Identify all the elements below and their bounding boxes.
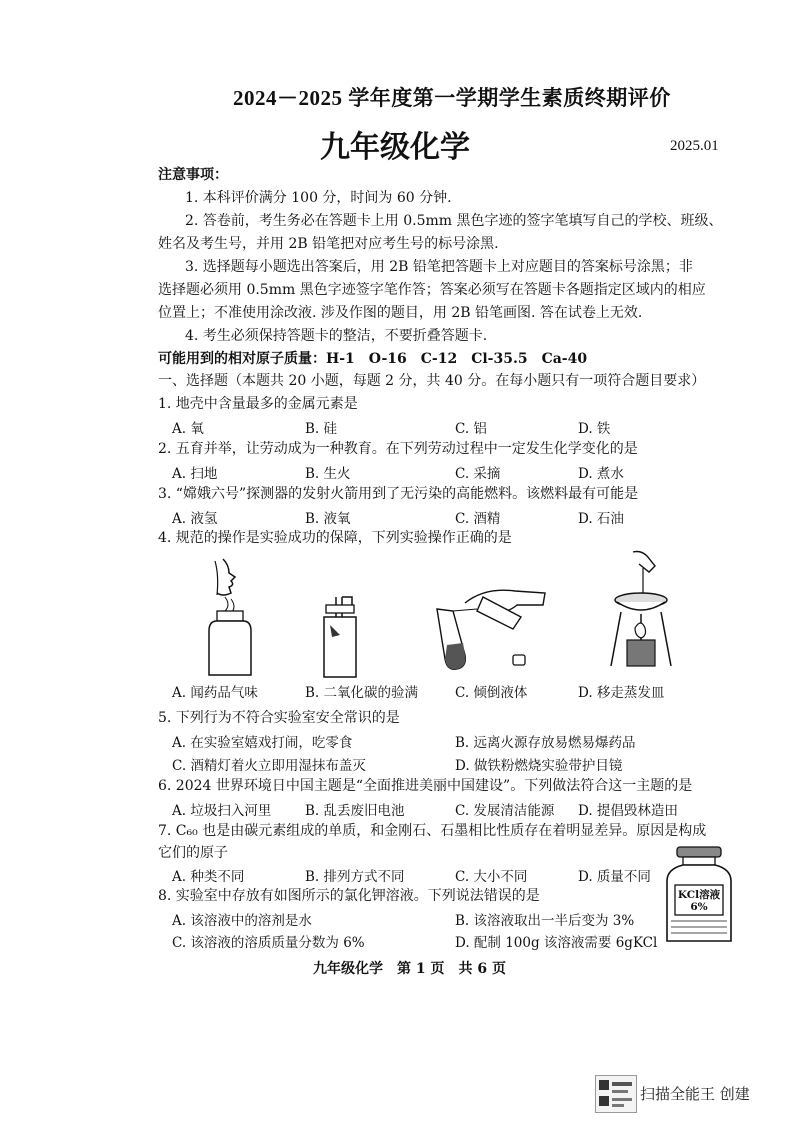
smell-reagent-figure [195,555,265,680]
qr-logo-icon [595,1075,637,1113]
notice-line: 姓名及考生号，并用 2B 铅笔把对应考生号的标号涂黑. [158,236,499,252]
notice-line: 选择题必须用 0.5mm 黑色字迹签字笔作答；答案必须写在答题卡各题指定区域内的相应 [158,282,706,298]
option-a: A. 液氢 [172,511,218,527]
option-d: D. 配制 100g 该溶液需要 6gKCl [455,935,658,951]
option-b: B. 液氧 [305,511,351,527]
exam-title: 2024－2025 学年度第一学期学生素质终期评价 [233,86,671,110]
option-c: C. 酒精灯着火立即用湿抹布盖灭 [172,758,366,774]
option-c: C. 酒精 [455,511,501,527]
figure-caption-d: D. 移走蒸发皿 [578,685,665,701]
notice-line: 1. 本科评价满分 100 分，时间为 60 分钟. [185,190,452,206]
option-b: B. 生火 [305,466,351,482]
pour-liquid-figure [425,585,550,675]
option-c: C. 该溶液的溶质质量分数为 6% [172,935,365,951]
co2-test-figure [318,595,368,680]
option-d: D. 铁 [578,421,611,437]
option-b: B. 硅 [305,421,338,437]
question-stem: 2. 五育并举，让劳动成为一种教育。在下列劳动过程中一定发生化学变化的是 [158,441,638,457]
option-a: A. 氧 [172,421,204,437]
option-d: D. 石油 [578,511,624,527]
option-d: D. 做铁粉燃烧实验带护目镜 [455,758,623,774]
question-stem: 1. 地壳中含量最多的金属元素是 [158,396,358,412]
bottle-label-concentration: 6% [690,901,708,913]
option-a: A. 在实验室嬉戏打闹，吃零食 [172,735,353,751]
option-c: C. 铝 [455,421,487,437]
question-stem: 5. 下列行为不符合实验室安全常识的是 [158,710,400,726]
figure-caption-c: C. 倾倒液体 [455,685,528,701]
figure-caption-a: A. 闻药品气味 [172,685,258,701]
question-stem: 6. 2024 世界环境日中国主题是“全面推进美丽中国建设”。下列做法符合这一主题的是 [158,778,693,794]
section-heading: 一、选择题（本题共 20 小题，每题 2 分，共 40 分。在每小题只有一项符合题目要求） [158,373,706,389]
option-b: B. 乱丢废旧电池 [305,803,405,819]
scanner-watermark: 扫描全能王 创建 [640,1085,750,1103]
option-a: A. 垃圾扫入河里 [172,803,272,819]
notice-line: 3. 选择题每小题选出答案后，用 2B 铅笔把答题卡上对应题目的答案标号涂黑；非 [185,259,693,275]
option-d: D. 质量不同 [578,869,651,885]
question-stem: 4. 规范的操作是实验成功的保障，下列实验操作正确的是 [158,530,512,546]
kcl-bottle-figure [663,845,735,945]
question-stem: 7. C₆₀ 也是由碳元素组成的单质，和金刚石、石墨相比性质存在着明显差异。原因是构成 [158,823,707,839]
figure-caption-b: B. 二氧化碳的验满 [305,685,419,701]
notice-line: 位置上；不准使用涂改液. 涉及作图的题目，用 2B 铅笔画图. 答在试卷上无效. [158,305,643,321]
option-c: C. 发展清洁能源 [455,803,555,819]
question-stem: 3. “嫦娥六号”探测器的发射火箭用到了无污染的高能燃料。该燃料最有可能是 [158,486,639,502]
question-stem: 8. 实验室中存放有如图所示的氯化钾溶液。下列说法错误的是 [158,888,540,904]
subject-title: 九年级化学 [320,130,470,165]
option-b: B. 远离火源存放易燃易爆药品 [455,735,636,751]
option-c: C. 大小不同 [455,869,528,885]
notice-line: 4. 考生必须保持答题卡的整洁，不要折叠答题卡. [185,328,488,344]
question-stem-continued: 它们的原子 [158,845,228,861]
option-a: A. 扫地 [172,466,218,482]
exam-date: 2025.01 [670,138,719,154]
option-c: C. 采摘 [455,466,501,482]
option-b: B. 排列方式不同 [305,869,405,885]
option-d: D. 提倡毁林造田 [578,803,678,819]
notice-line: 2. 答卷前，考生务必在答题卡上用 0.5mm 黑色字迹的签字笔填写自己的学校、班级、 [185,213,723,229]
notice-heading: 注意事项： [158,167,228,183]
option-d: D. 煮水 [578,466,624,482]
evaporating-dish-figure [603,548,678,676]
option-a: A. 种类不同 [172,869,245,885]
atomic-masses: 可能用到的相对原子质量：H-1 O-16 C-12 Cl-35.5 Ca-40 [158,351,588,367]
option-a: A. 该溶液中的溶剂是水 [172,913,312,929]
page-footer: 九年级化学 第 1 页 共 6 页 [313,961,506,977]
bottle-label-name: KCl溶液 [677,889,721,901]
option-b: B. 该溶液取出一半后变为 3% [455,913,635,929]
